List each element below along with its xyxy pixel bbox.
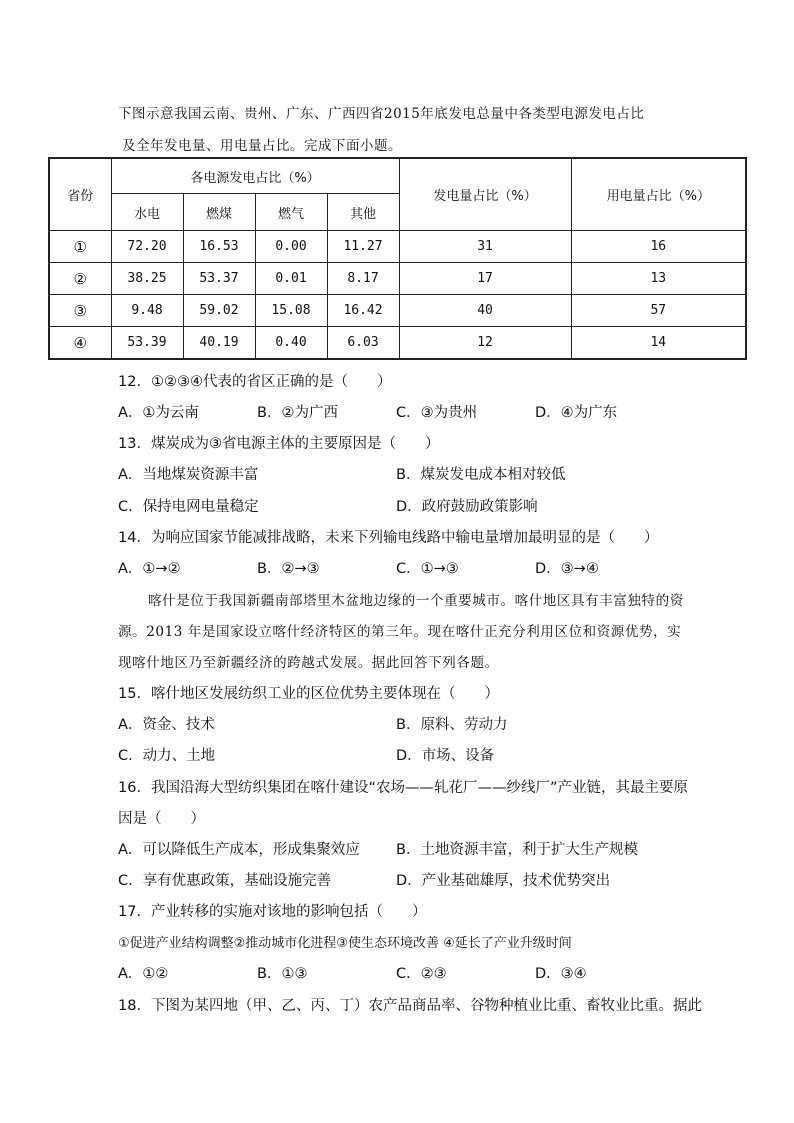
question-16-option-a: A．可以降低生产成本，形成集聚效应 — [118, 842, 360, 858]
question-17-option-c: C．②③ — [396, 966, 447, 982]
cell-province: ④ — [49, 327, 111, 360]
cell-other: 11.27 — [327, 231, 399, 263]
header-province: 省份 — [49, 158, 111, 231]
cell-other: 8.17 — [327, 263, 399, 295]
question-17-stem: 17．产业转移的实施对该地的影响包括（ ） — [118, 904, 427, 920]
question-17-option-b: B．①③ — [257, 966, 308, 982]
question-18-stem: 18．下图为某四地（甲、乙、丙、丁）农产品商品率、谷物种植业比重、畜牧业比重。据此 — [118, 998, 702, 1014]
intro-line-2: 及全年发电量、用电量占比。完成下面小题。 — [122, 138, 402, 154]
question-13-option-d: D．政府鼓励政策影响 — [396, 499, 538, 515]
power-source-table — [48, 157, 747, 360]
table-row — [49, 263, 746, 295]
cell-hydro: 53.39 — [111, 327, 183, 360]
cell-gas: 0.40 — [255, 327, 327, 360]
passage-line-2: 源。2013 年是国家设立喀什经济特区的第三年。现在喀什正充分利用区位和资源优势，实 — [118, 624, 682, 640]
passage-line-3: 现喀什地区乃至新疆经济的跨越式发展。据此回答下列各题。 — [118, 655, 499, 671]
cell-province: ③ — [49, 295, 111, 327]
question-14-stem: 14．为响应国家节能减排战略，未来下列输电线路中输电量增加最明显的是（ ） — [118, 530, 659, 546]
cell-hydro: 72.20 — [111, 231, 183, 263]
question-16-stem-line-2: 因是（ ） — [118, 811, 205, 827]
passage-line-1: 喀什是位于我国新疆南部塔里木盆地边缘的一个重要城市。喀什地区具有丰富独特的资 — [148, 593, 684, 609]
question-12-option-a: A．①为云南 — [118, 405, 199, 421]
header-hydro: 水电 — [111, 194, 183, 231]
question-12-option-b: B．②为广西 — [257, 405, 338, 421]
cell-generation: 40 — [399, 295, 571, 327]
cell-hydro: 9.48 — [111, 295, 183, 327]
cell-gas: 0.01 — [255, 263, 327, 295]
cell-province: ② — [49, 263, 111, 295]
question-13-option-c: C．保持电网电量稳定 — [118, 499, 259, 515]
question-16-option-b: B．土地资源丰富，利于扩大生产规模 — [396, 842, 638, 858]
header-consumption-share: 用电量占比（%） — [571, 158, 746, 231]
question-13-stem: 13．煤炭成为③省电源主体的主要原因是（ ） — [118, 436, 440, 452]
question-15-stem: 15．喀什地区发展纺织工业的区位优势主要体现在（ ） — [118, 686, 499, 702]
cell-province: ① — [49, 231, 111, 263]
cell-gas: 15.08 — [255, 295, 327, 327]
question-17-option-a: A．①② — [118, 966, 169, 982]
table-row — [49, 295, 746, 327]
question-12-option-d: D．④为广东 — [535, 405, 618, 421]
question-15-option-c: C．动力、土地 — [118, 748, 216, 764]
header-source-share: 各电源发电占比（%） — [111, 158, 399, 194]
cell-generation: 17 — [399, 263, 571, 295]
cell-gas: 0.00 — [255, 231, 327, 263]
cell-generation: 31 — [399, 231, 571, 263]
question-15-option-a: A．资金、技术 — [118, 717, 215, 733]
cell-coal: 40.19 — [183, 327, 255, 360]
question-17-statements: ①促进产业结构调整②推动城市化进程③使生态环境改善 ④延长了产业升级时间 — [118, 936, 572, 951]
cell-consumption: 57 — [571, 295, 746, 327]
question-16-option-d: D．产业基础雄厚，技术优势突出 — [396, 873, 611, 889]
header-coal: 燃煤 — [183, 194, 255, 231]
cell-other: 16.42 — [327, 295, 399, 327]
cell-consumption: 13 — [571, 263, 746, 295]
question-17-option-d: D．③④ — [535, 966, 587, 982]
question-13-option-a: A．当地煤炭资源丰富 — [118, 467, 259, 483]
cell-coal: 59.02 — [183, 295, 255, 327]
question-12-option-c: C．③为贵州 — [396, 405, 478, 421]
cell-coal: 53.37 — [183, 263, 255, 295]
question-14-option-c: C．①→③ — [396, 561, 459, 577]
question-16-stem-line-1: 16．我国沿海大型纺织集团在喀什建设“农场——轧花厂——纱线厂”产业链，其最主要原 — [118, 780, 688, 796]
cell-generation: 12 — [399, 327, 571, 360]
question-15-option-b: B．原料、劳动力 — [396, 717, 508, 733]
table-row — [49, 327, 746, 360]
header-generation-share: 发电量占比（%） — [399, 158, 571, 231]
question-12-stem: 12．①②③④代表的省区正确的是（ ） — [118, 374, 392, 390]
question-14-option-b: B．②→③ — [257, 561, 320, 577]
cell-other: 6.03 — [327, 327, 399, 360]
cell-coal: 16.53 — [183, 231, 255, 263]
question-14-option-d: D．③→④ — [535, 561, 599, 577]
header-other: 其他 — [327, 194, 399, 231]
table-row — [49, 231, 746, 263]
cell-hydro: 38.25 — [111, 263, 183, 295]
question-14-option-a: A．①→② — [118, 561, 181, 577]
cell-consumption: 16 — [571, 231, 746, 263]
question-15-option-d: D．市场、设备 — [396, 748, 495, 764]
question-16-option-c: C．享有优惠政策，基础设施完善 — [118, 873, 332, 889]
question-13-option-b: B．煤炭发电成本相对较低 — [396, 467, 566, 483]
cell-consumption: 14 — [571, 327, 746, 360]
intro-line-1: 下图示意我国云南、贵州、广东、广西四省2015年底发电总量中各类型电源发电占比 — [118, 106, 645, 122]
header-gas: 燃气 — [255, 194, 327, 231]
